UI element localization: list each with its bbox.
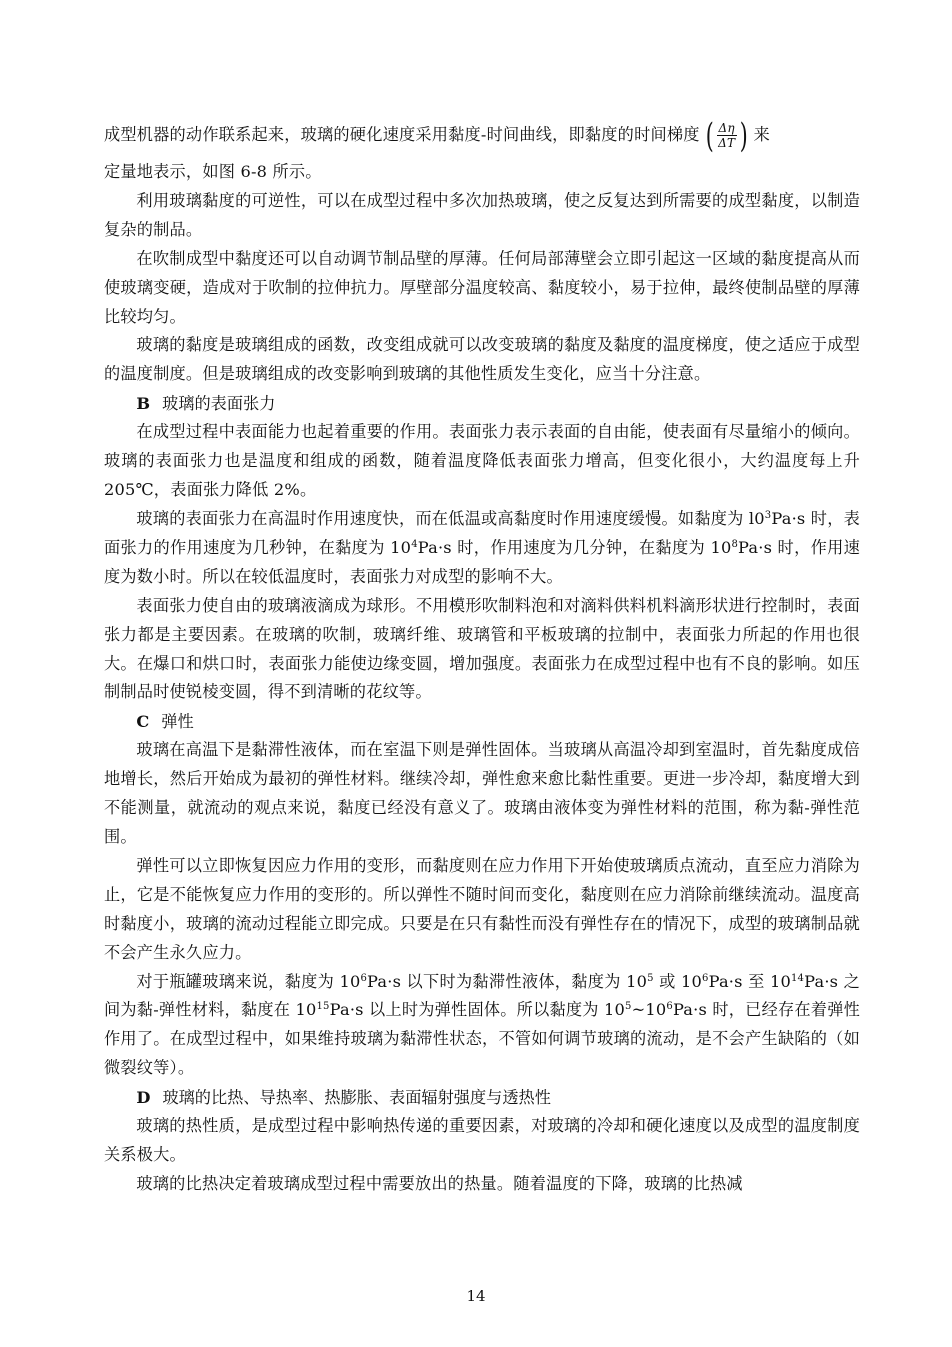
- text: 玻璃的表面张力在高温时作用速度快，而在低温或高黏度时作用速度缓慢。如黏度为 l0: [136, 508, 765, 528]
- text: Pa·s 时，作用速度为几分钟，在黏度为 10: [417, 537, 732, 557]
- text: Pa·s 时，表面张力的作用速度为几秒钟，在黏度为 10: [104, 508, 861, 557]
- exponent: 6: [702, 972, 709, 984]
- text: Pa·s 至 10: [708, 971, 791, 991]
- exponent: 6: [666, 1001, 673, 1013]
- section-heading-c: [104, 707, 860, 736]
- exponent: 15: [316, 1001, 330, 1013]
- fraction-numerator: Δη: [718, 121, 735, 135]
- paragraph-0-cont: 定量地表示，如图 6-8 所示。: [104, 162, 322, 181]
- heading-title: 玻璃的表面张力: [162, 394, 276, 414]
- heading-title: 弹性: [161, 712, 194, 732]
- text: Pa·s 之间为黏-弹性材料，黏度在 10: [104, 971, 860, 1020]
- text: 或 10: [653, 971, 703, 991]
- section-heading-b: [104, 389, 860, 418]
- paragraph-10: 玻璃的热性质，是成型过程中影响热传递的重要因素，对玻璃的冷却和硬化速度以及成型的温度制度关系极大。: [104, 1116, 860, 1165]
- paragraph-9: [104, 968, 860, 1084]
- text: 来: [753, 125, 771, 144]
- paragraph-2: 在吹制成型中黏度还可以自动调节制品壁的厚薄。任何局部薄壁会立即引起这一区域的黏度提高从而使玻璃变硬，造成对于吹制的拉伸抗力。厚壁部分温度较高、黏度较小，易于拉伸，最终使制品壁的厚薄比较均匀。: [104, 248, 860, 326]
- page-body: [104, 112, 860, 1199]
- exponent: 3: [764, 509, 772, 521]
- section-heading-d: [104, 1083, 860, 1112]
- paragraph-3: 玻璃的黏度是玻璃组成的函数，改变组成就可以改变玻璃的黏度及黏度的温度梯度，使之适应于成型的温度制度。但是玻璃组成的改变影响到玻璃的其他性质发生变化，应当十分注意。: [104, 335, 860, 384]
- text: 成型机器的动作联系起来，玻璃的硬化速度采用黏度-时间曲线，即黏度的时间梯度: [104, 125, 700, 144]
- exponent: 6: [360, 972, 368, 984]
- heading-letter: B: [136, 394, 151, 414]
- fraction-denominator: ΔT: [718, 136, 736, 150]
- paragraph-8: 弹性可以立即恢复因应力作用的变形，而黏度则在应力作用下开始使玻璃质点流动，直至应力消除为止，它是不能恢复应力作用的变形的。所以弹性不随时间而变化，黏度则在应力消除前继续流动。温度高时黏度小，玻璃的流动过程能立即完成。只要是在只有黏性而没有弹性存在的情况下，成型的玻璃制品就不会产生永久应力。: [104, 855, 860, 962]
- paragraph-7: 玻璃在高温下是黏滞性液体，而在室温下则是弹性固体。当玻璃从高温冷却到室温时，首先黏度成倍地增长，然后开始成为最初的弹性材料。继续冷却，弹性愈来愈比黏性重要。更进一步冷却，黏度增大到不能测量，就流动的观点来说，黏度已经没有意义了。玻璃由液体变为弹性材料的范围，称为黏-弹性范围。: [104, 740, 860, 847]
- exponent: 5: [647, 972, 654, 984]
- exponent: 14: [790, 972, 805, 984]
- paragraph-5: [104, 505, 860, 592]
- paragraph-6: 表面张力使自由的玻璃液滴成为球形。不用模形吹制料泡和对滴料供料机料滴形状进行控制时，表面张力都是主要因素。在玻璃的吹制，玻璃纤维、玻璃管和平板玻璃的拉制中，表面张力所起的作用也很大。在爆口和烘口时，表面张力能使边缘变圆，增加强度。表面张力在成型过程中也有不良的影响。如压制制品时使锐棱变圆，得不到清晰的花纹等。: [104, 595, 860, 702]
- paragraph-11: 玻璃的比热决定着玻璃成型过程中需要放出的热量。随着温度的下降，玻璃的比热减: [136, 1174, 743, 1193]
- heading-title: 玻璃的比热、导热率、热膨胀、表面辐射强度与透热性: [162, 1088, 551, 1108]
- page-number: 14: [466, 1287, 486, 1305]
- text: Pa·s 以上时为弹性固体。所以黏度为 10: [329, 1000, 626, 1020]
- text: Pa·s 时，作用速度为数小时。所以在较低温度时，表面张力对成型的影响不大。: [104, 537, 860, 586]
- paragraph-1: 利用玻璃黏度的可逆性，可以在成型过程中多次加热玻璃，使之反复达到所需要的成型黏度，以制造复杂的制品。: [104, 190, 860, 239]
- exponent: 4: [411, 538, 418, 550]
- heading-letter: D: [136, 1088, 151, 1108]
- heading-letter: C: [136, 712, 150, 732]
- text: ~10: [631, 1000, 667, 1020]
- paragraph-4: 在成型过程中表面能力也起着重要的作用。表面张力表示表面的自由能，使表面有尽量缩小的倾向。玻璃的表面张力也是温度和组成的函数，随着温度降低表面张力增高，但变化很小，大约温度每上升 205℃，表面张力降低 2%。: [104, 422, 860, 500]
- exponent: 8: [731, 538, 739, 550]
- text: Pa·s 以下时为黏滞性液体，黏度为 10: [367, 971, 648, 991]
- paragraph-0: [104, 112, 860, 158]
- fraction-formula: ( $\frac{\Delta\eta}{\Delta T}$ ): [705, 115, 748, 156]
- exponent: 5: [625, 1001, 632, 1013]
- text: 对于瓶罐玻璃来说，黏度为 10: [136, 971, 361, 991]
- text: Pa·s 时，已经存在着弹性作用了。在成型过程中，如果维持玻璃为黏滞性状态，不管如何调节玻璃的流动，是不会产生缺陷的（如微裂纹等）。: [104, 1000, 860, 1078]
